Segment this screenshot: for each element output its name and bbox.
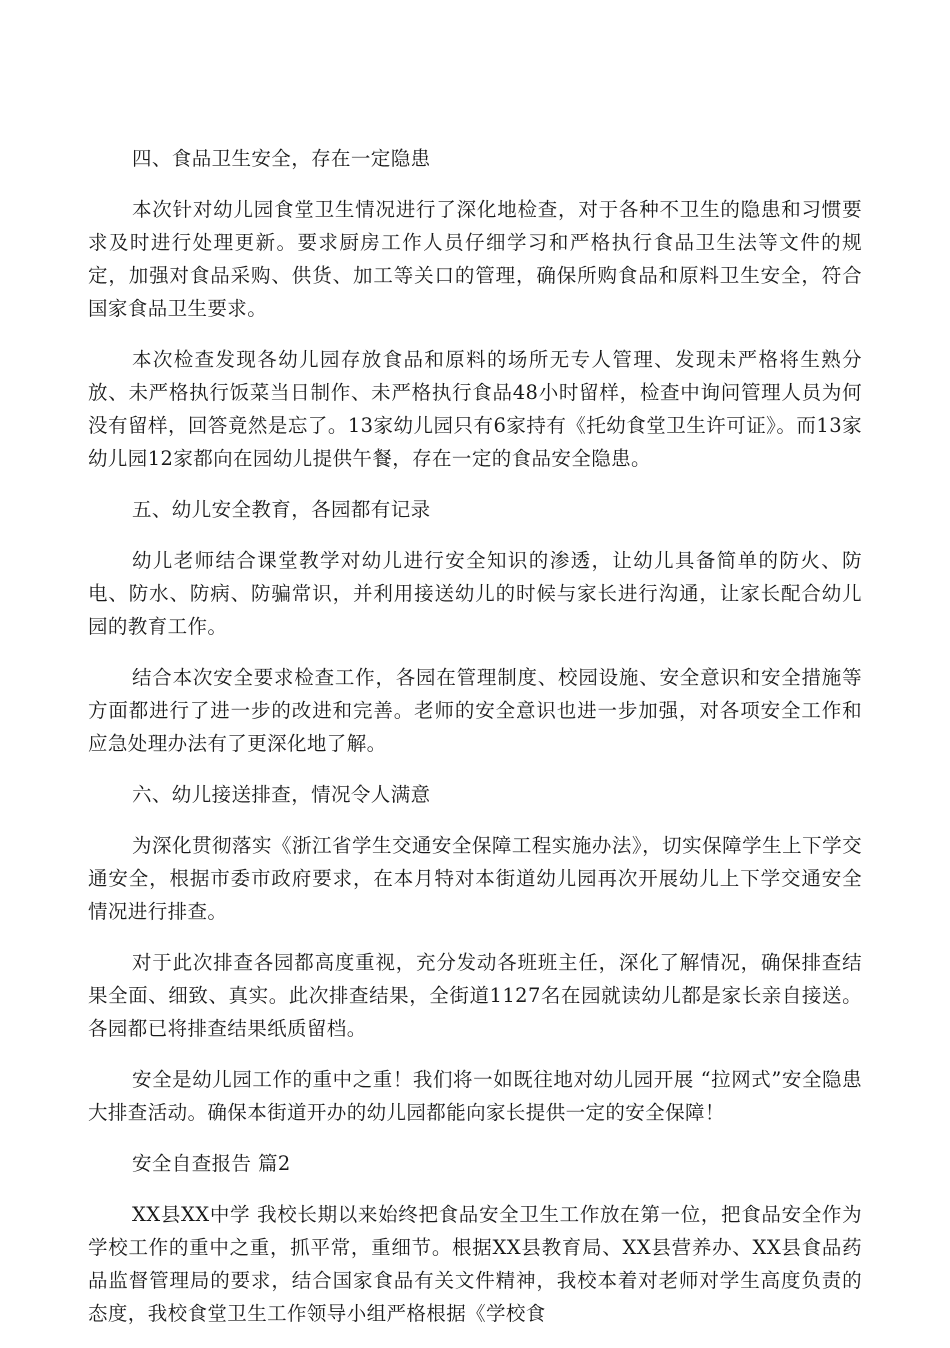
document-page bbox=[88, 142, 862, 1348]
paragraph: 本次检查发现各幼儿园存放食品和原料的场所无专人管理、发现未严格将生熟分放、未严格执行饭菜当日制作、未严格执行食品48小时留样，检查中询问管理人员为何没有留样，回答竟然是忘了。13家幼儿园只有6家持有《托幼食堂卫生许可证》。而13家幼儿园12家都向在园幼儿提供午餐，存在一定的食品安全隐患。 bbox=[88, 348, 862, 470]
paragraph: XX县XX中学 我校长期以来始终把食品安全卫生工作放在第一位，把食品安全作为学校工作的重中之重，抓平常，重细节。根据XX县教育局、XX县营养办、XX县食品药品监督管理局的要求，结合国家食品有关文件精神，我校本着对老师对学生高度负责的态度，我校食堂卫生工作领导小组严格根据《学校食 bbox=[88, 1203, 862, 1325]
section-heading-6: 六、幼儿接送排查，情况令人满意 bbox=[132, 783, 431, 806]
paragraph: 对于此次排查各园都高度重视，充分发动各班班主任，深化了解情况，确保排查结果全面、细致、真实。此次排查结果，全街道1127名在园就读幼儿都是家长亲自接送。各园都已将排查结果纸质留档。 bbox=[88, 951, 862, 1040]
paragraph: 结合本次安全要求检查工作，各园在管理制度、校园设施、安全意识和安全措施等方面都进行了进一步的改进和完善。老师的安全意识也进一步加强，对各项安全工作和应急处理办法有了更深化地了解。 bbox=[88, 666, 862, 755]
report-heading: 安全自查报告 篇2 bbox=[132, 1152, 291, 1175]
paragraph: 安全是幼儿园工作的重中之重！我们将一如既往地对幼儿园开展 “拉网式”安全隐患大排查活动。确保本街道开办的幼儿园都能向家长提供一定的安全保障！ bbox=[88, 1068, 862, 1124]
section-heading-4: 四、食品卫生安全，存在一定隐患 bbox=[132, 147, 431, 170]
paragraph: 为深化贯彻落实《浙江省学生交通安全保障工程实施办法》，切实保障学生上下学交通安全，根据市委市政府要求，在本月特对本街道幼儿园再次开展幼儿上下学交通安全情况进行排查。 bbox=[88, 834, 862, 923]
section-heading-5: 五、幼儿安全教育，各园都有记录 bbox=[132, 498, 431, 521]
paragraph: 幼儿老师结合课堂教学对幼儿进行安全知识的渗透，让幼儿具备简单的防火、防电、防水、防病、防骗常识，并利用接送幼儿的时候与家长进行沟通，让家长配合幼儿园的教育工作。 bbox=[88, 549, 862, 638]
paragraph: 本次针对幼儿园食堂卫生情况进行了深化地检查，对于各种不卫生的隐患和习惯要求及时进行处理更新。要求厨房工作人员仔细学习和严格执行食品卫生法等文件的规定，加强对食品采购、供货、加工等关口的管理，确保所购食品和原料卫生安全，符合国家食品卫生要求。 bbox=[88, 198, 862, 320]
